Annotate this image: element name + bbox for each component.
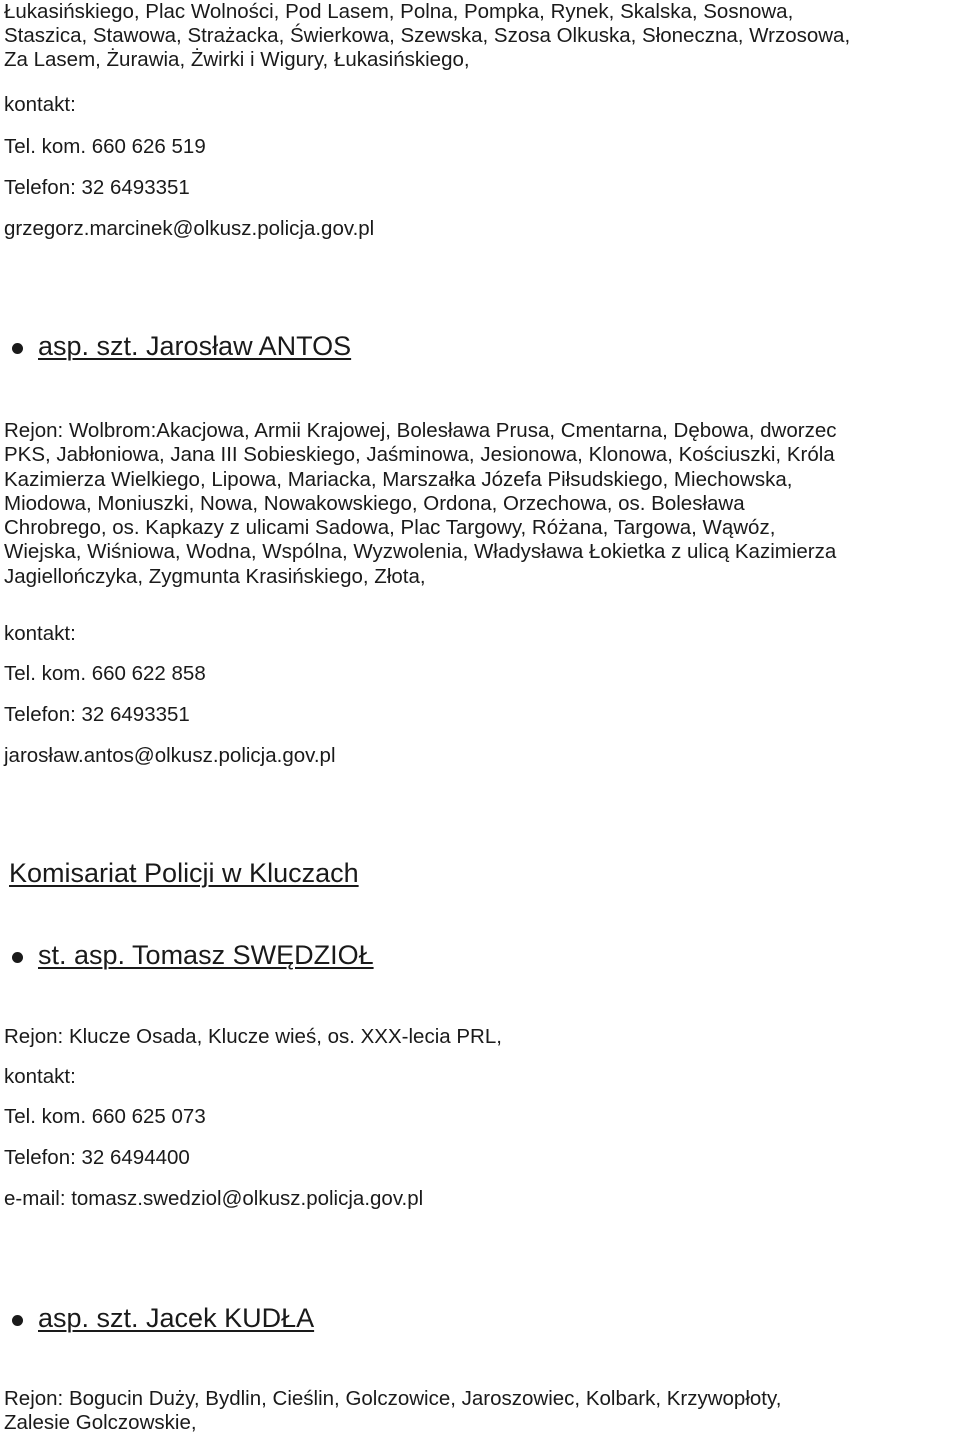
office-phone: Telefon: 32 6493351 [4, 703, 190, 726]
district-line-5: Chrobrego, os. Kapkazy z ulicami Sadowa, Plac Targowy, Różana, Targowa, Wąwóz, [4, 516, 776, 539]
contact-label: kontakt: [4, 1065, 76, 1088]
office-phone: Telefon: 32 6494400 [4, 1146, 190, 1169]
district-line-2: PKS, Jabłoniowa, Jana III Sobieskiego, Jaśminowa, Jesionowa, Klonowa, Kościuszki, Króla [4, 443, 835, 466]
streets-line-2: Staszica, Stawowa, Strażacka, Świerkowa, Szewska, Szosa Olkuska, Słoneczna, Wrzosowa, [4, 24, 851, 47]
office-phone: Telefon: 32 6493351 [4, 176, 190, 199]
district-line-3: Kazimierza Wielkiego, Lipowa, Mariacka, Marszałka Józefa Piłsudskiego, Miechowska, [4, 468, 793, 491]
district-line-2: Zalesie Golczowskie, [4, 1411, 197, 1434]
district-line-6: Wiejska, Wiśniowa, Wodna, Wspólna, Wyzwolenia, Władysława Łokietka z ulicą Kazimierza [4, 540, 837, 563]
mobile-phone: Tel. kom. 660 622 858 [4, 662, 206, 685]
officer-name-link[interactable]: asp. szt. Jacek KUDŁA [38, 1303, 315, 1333]
mobile-phone: Tel. kom. 660 626 519 [4, 135, 206, 158]
district-line-1: Rejon: Wolbrom:Akacjowa, Armii Krajowej, Bolesława Prusa, Cmentarna, Dębowa, dworzec [4, 419, 837, 442]
streets-line-3: Za Lasem, Żurawia, Żwirki i Wigury, Łukasińskiego, [4, 48, 470, 71]
district-line-1: Rejon: Klucze Osada, Klucze wieś, os. XXX-lecia PRL, [4, 1025, 502, 1048]
contact-label: kontakt: [4, 93, 76, 116]
district-line-7: Jagiellończyka, Zygmunta Krasińskiego, Złota, [4, 565, 426, 588]
officer-name-link[interactable]: st. asp. Tomasz SWĘDZIOŁ [38, 940, 374, 970]
section-heading[interactable]: Komisariat Policji w Kluczach [9, 858, 359, 888]
contact-label: kontakt: [4, 622, 76, 645]
bullet-icon [12, 952, 23, 963]
district-line-1: Rejon: Bogucin Duży, Bydlin, Cieślin, Golczowice, Jaroszowiec, Kolbark, Krzywopłoty, [4, 1387, 782, 1410]
officer-name-link[interactable]: asp. szt. Jarosław ANTOS [38, 331, 352, 361]
email-link[interactable]: e-mail: tomasz.swedziol@olkusz.policja.gov.pl [4, 1187, 424, 1210]
email-link[interactable]: jarosław.antos@olkusz.policja.gov.pl [4, 744, 336, 767]
email-link[interactable]: grzegorz.marcinek@olkusz.policja.gov.pl [4, 217, 375, 240]
streets-line-1: Łukasińskiego, Plac Wolności, Pod Lasem, Polna, Pompka, Rynek, Skalska, Sosnowa, [4, 0, 794, 23]
bullet-icon [12, 343, 23, 354]
district-line-4: Miodowa, Moniuszki, Nowa, Nowakowskiego, Ordona, Orzechowa, os. Bolesława [4, 492, 745, 515]
bullet-icon [12, 1315, 23, 1326]
mobile-phone: Tel. kom. 660 625 073 [4, 1105, 206, 1128]
